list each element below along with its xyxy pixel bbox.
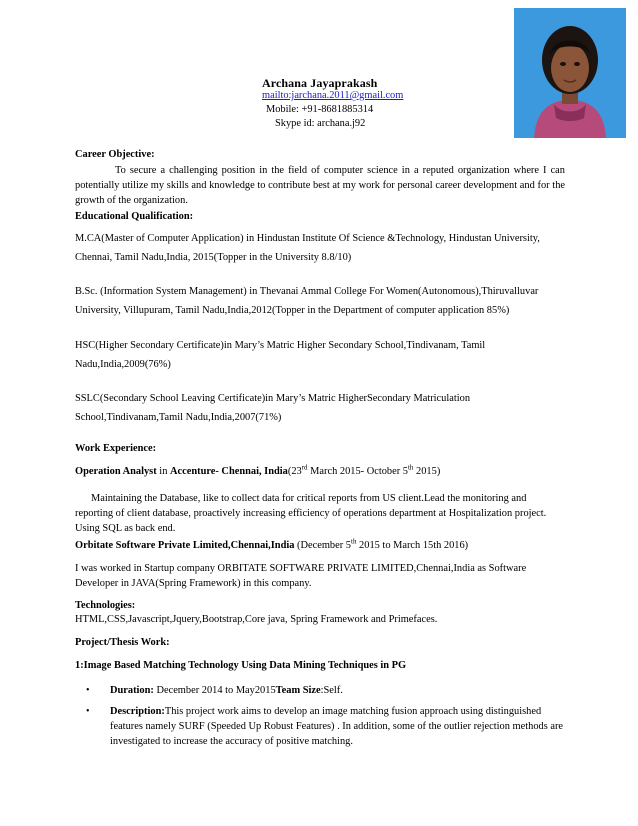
education-mca-line1: M.CA(Master of Computer Application) in Hindustan Institute Of Science &Technology, Hindustan University, — [75, 233, 540, 244]
education-sslc-line2: School,Tindivanam,Tamil Nadu,India,2007(71%) — [75, 412, 282, 423]
project-heading: Project/Thesis Work: — [75, 637, 170, 648]
work-experience-heading: Work Experience: — [75, 443, 157, 454]
profile-photo — [514, 8, 626, 138]
person-portrait-icon — [514, 8, 626, 138]
bullet-icon: • — [86, 706, 90, 717]
skype-id: Skype id: archana.j92 — [275, 118, 366, 129]
technologies-heading: Technologies: — [75, 600, 136, 611]
job2-heading — [75, 537, 469, 551]
job2-description: I was worked in Startup company ORBITATE SOFTWARE PRIVATE LIMITED,Chennai,India as Software Developer in JAVA(Spring Framework) in this company. — [75, 563, 527, 589]
team-size-label: Team Size — [275, 685, 321, 696]
job1-description: Maintaining the Database, like to collect data for critical reports from US client.Lead the monitoring and reporting of client database, proactively increasing efficiency of operations department at Hospitalization project. Using SQL as back end. — [75, 493, 547, 534]
education-heading: Educational Qualification: — [75, 211, 194, 222]
job1-date-sup-a: rd — [301, 463, 308, 472]
email-link[interactable]: mailto:jarchana.2011@gmail.com — [262, 90, 404, 101]
education-mca-line2: Chennai, Tamil Nadu,India, 2015(Topper in the University 8.8/10) — [75, 252, 352, 263]
duration-value: December 2014 to May2015 — [153, 685, 276, 696]
duration-label: Duration: — [110, 685, 154, 696]
job1-in: in — [156, 466, 170, 477]
job1-heading — [75, 463, 441, 477]
description-label: Description: — [110, 706, 165, 717]
job2-company: Orbitate Software Private Limited,Chennai,India — [75, 540, 295, 551]
project-title: 1:Image Based Matching Technology Using Data Mining Techniques in PG — [75, 660, 407, 671]
career-objective-text: To secure a challenging position in the field of computer science in a reputed organization where I can potentially utilize my skills and knowledge to contribute best at my work for personal career development and for the growth of the organization. — [75, 165, 565, 206]
mobile-number: Mobile: +91-8681885314 — [266, 104, 374, 115]
career-objective-heading: Career Objective: — [75, 149, 155, 160]
job1-date-b: March 2015- October 5 — [307, 466, 408, 477]
job2-date-sup: th — [351, 537, 357, 546]
job1-title: Operation Analyst — [75, 466, 157, 477]
job1-company: Accenture- Chennai, India — [169, 466, 288, 477]
job1-date-sup-b: th — [407, 463, 414, 472]
bullet-icon: • — [86, 685, 90, 696]
description-value: This project work aims to develop an image matching fusion approach using distinguished features namely SURF (Speeded Up Robust Features) . In addition, some of the outlier rejection methods are investigated to increase the accuracy of positive matching. — [110, 706, 564, 747]
job1-date-c: 2015) — [413, 466, 441, 477]
education-hsc-line2: Nadu,India,2009(76%) — [75, 359, 171, 370]
education-sslc-line1: SSLC(Secondary School Leaving Certificate)in Mary’s Matric HigherSecondary Matriculation — [75, 393, 471, 404]
team-size-value: :Self. — [320, 685, 343, 696]
education-bsc-line1: B.Sc. (Information System Management) in Thevanai Ammal College For Women(Autonomous),Thiruvalluvar — [75, 286, 539, 297]
technologies-list: HTML,CSS,Javascript,Jquery,Bootstrap,Core java, Spring Framework and Primefaces. — [75, 614, 438, 625]
education-bsc-line2: University, Villupuram, Tamil Nadu,India,2012(Topper in the Department of computer application 85%) — [75, 305, 510, 316]
candidate-name: Archana Jayaprakash — [262, 76, 378, 90]
job1-date-a: (23 — [287, 466, 302, 477]
education-hsc-line1: HSC(Higher Secondary Certificate)in Mary’s Matric Higher Secondary School,Tindivanam, Tamil — [75, 340, 486, 351]
job2-date-b: 2015 to March 15th 2016) — [356, 540, 469, 551]
job2-date-a: (December 5 — [294, 540, 351, 551]
